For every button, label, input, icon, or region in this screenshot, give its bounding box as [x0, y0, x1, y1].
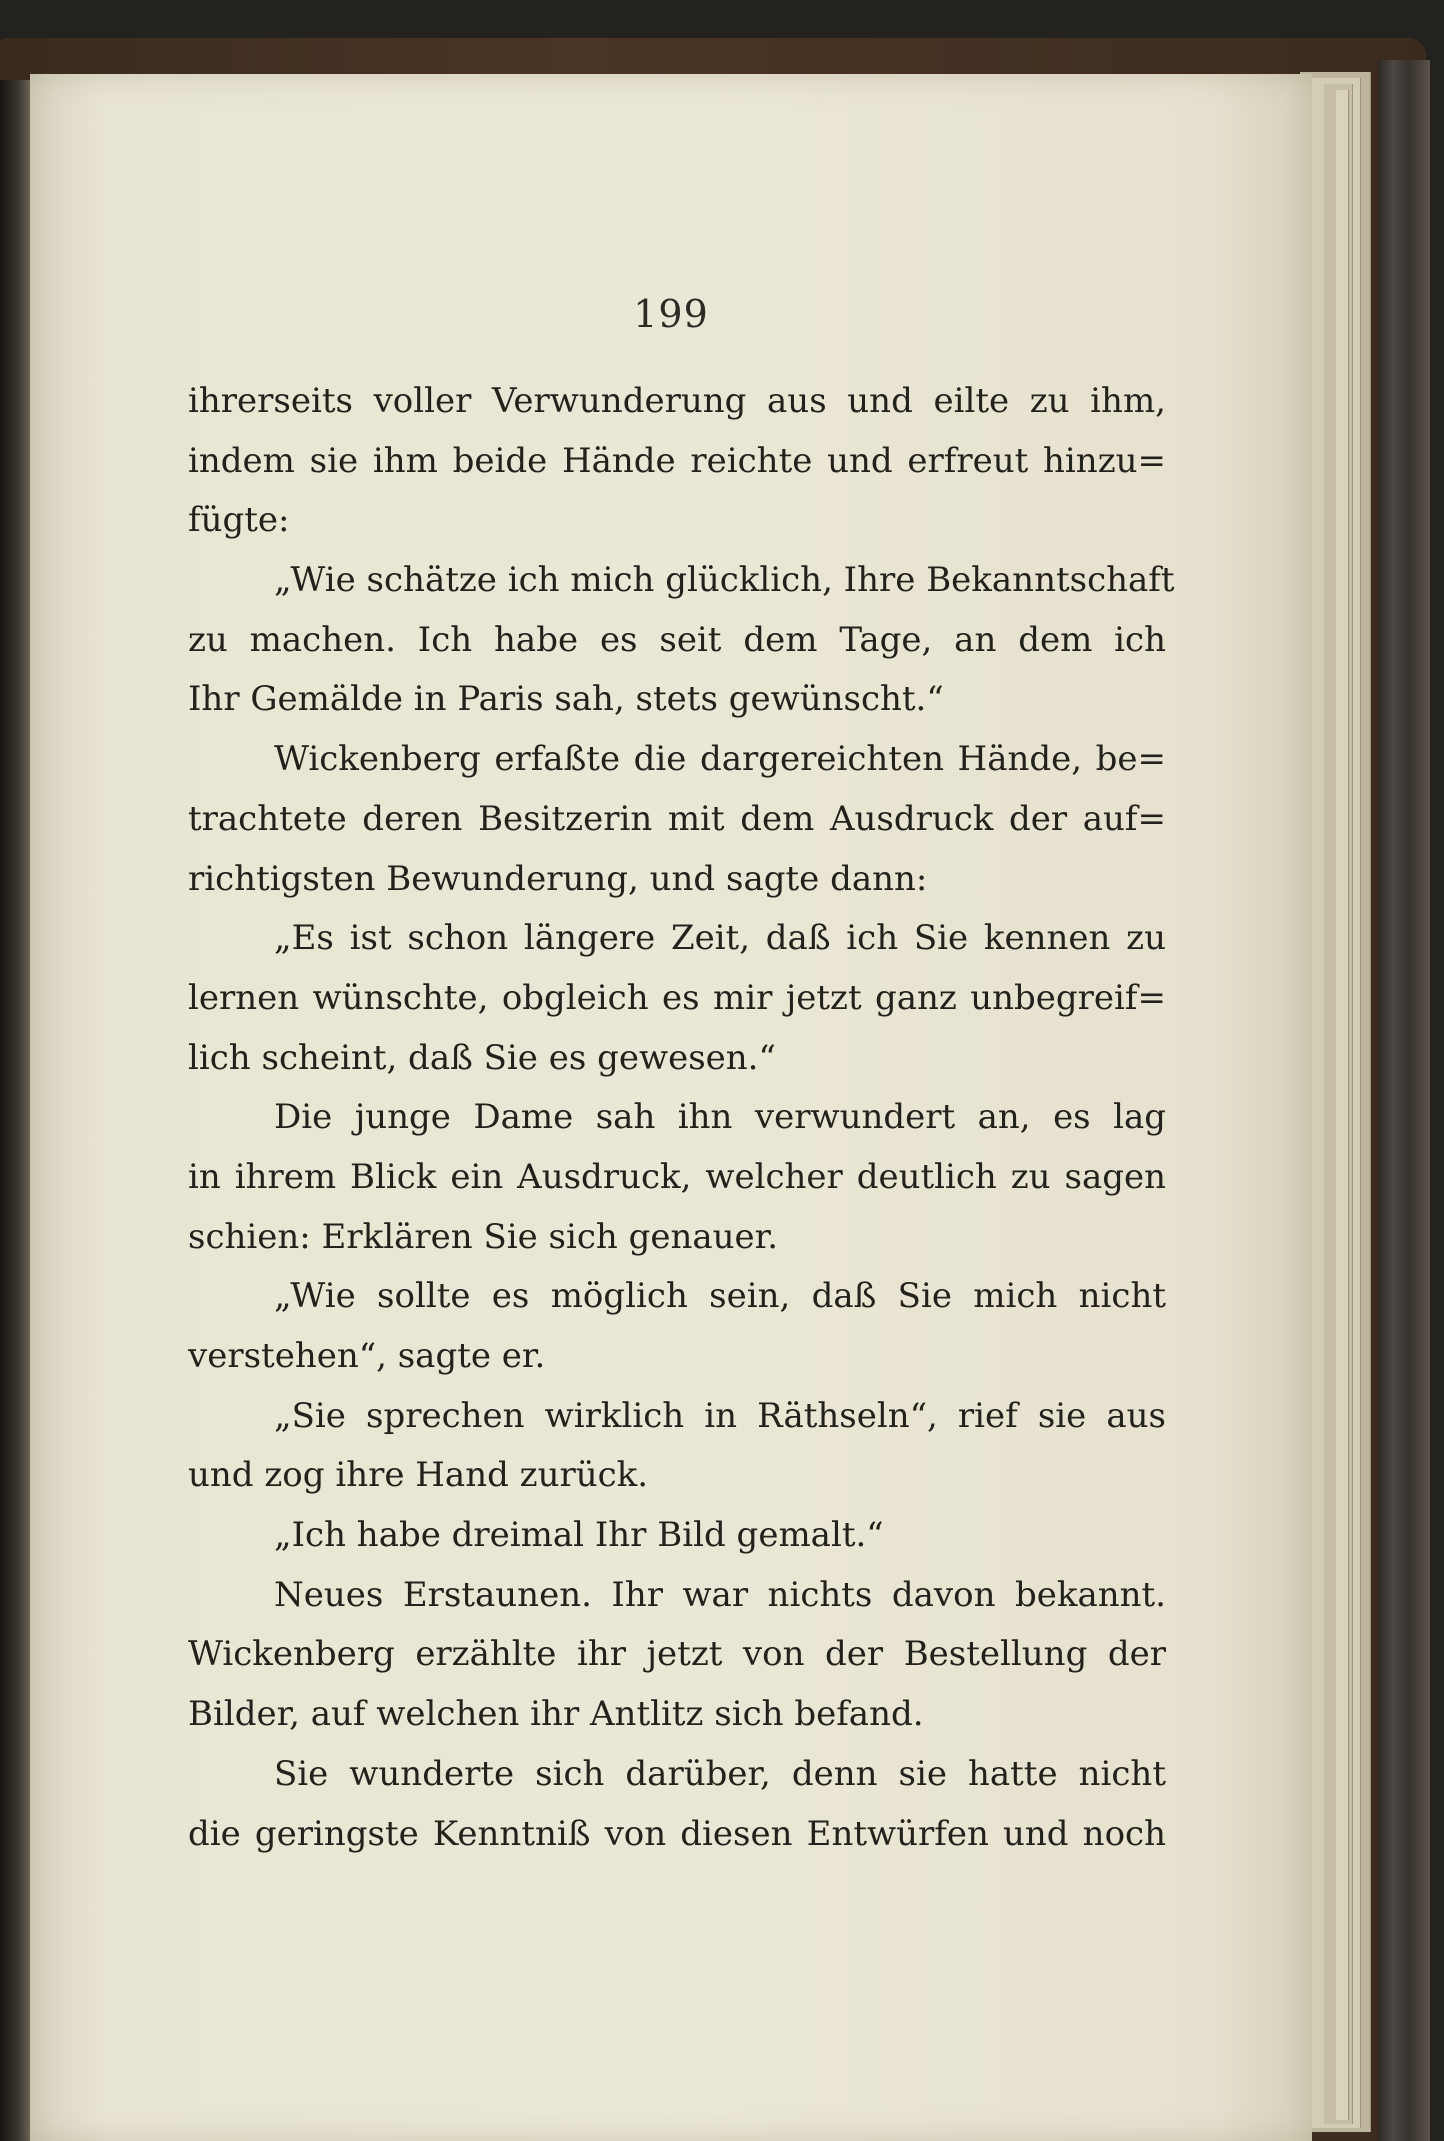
- text-line: schien: Erklären Sie sich genauer.: [188, 1216, 779, 1257]
- text-line: richtigsten Bewunderung, und sagte dann:: [188, 858, 928, 899]
- text-line: ihrerseits voller Verwunderung aus und eilte zu ihm,: [188, 381, 1166, 421]
- text-line: „Wie sollte es möglich sein, daß Sie mich nicht: [274, 1276, 1166, 1317]
- page-edges: [1336, 90, 1349, 2120]
- text-line: in ihrem Blick ein Ausdruck, welcher deutlich zu sagen: [188, 1156, 1166, 1197]
- text-line: „Sie sprechen wirklich in Räthseln“, rief sie aus: [274, 1395, 1166, 1436]
- text-line: trachtete deren Besitzerin mit dem Ausdruck der auf=: [188, 798, 1166, 839]
- text-line: „Es ist schon längere Zeit, daß ich Sie kennen zu: [274, 918, 1166, 959]
- text-line: verstehen“, sagte er.: [188, 1336, 546, 1376]
- text-line: „Wie schätze ich mich glücklich, Ihre Bekanntschaft: [274, 560, 1175, 601]
- text-line: Ihr Gemälde in Paris sah, stets gewünscht.“: [188, 679, 944, 720]
- text-line: zu machen. Ich habe es seit dem Tage, an dem ich: [188, 619, 1166, 660]
- text-line: Neues Erstaunen. Ihr war nichts davon bekannt.: [274, 1574, 1166, 1615]
- text-line: Die junge Dame sah ihn verwundert an, es lag: [274, 1097, 1166, 1138]
- text-line: Wickenberg erfaßte die dargereichten Hände, be=: [274, 739, 1166, 780]
- text-line: Sie wunderte sich darüber, denn sie hatte nicht: [274, 1753, 1166, 1794]
- book-spine-edge: [1378, 60, 1430, 2141]
- text-line: lich scheint, daß Sie es gewesen.“: [188, 1037, 776, 1078]
- page-number: 199: [633, 292, 709, 336]
- text-line: Wickenberg erzählte ihr jetzt von der Bestellung der: [188, 1634, 1166, 1675]
- text-line: und zog ihre Hand zurück.: [188, 1455, 649, 1496]
- page-body-text: [188, 372, 1175, 1864]
- text-line: „Ich habe dreimal Ihr Bild gemalt.“: [274, 1515, 884, 1556]
- book-page: [30, 74, 1312, 2141]
- text-line: indem sie ihm beide Hände reichte und erfreut hinzu=: [188, 440, 1166, 481]
- facing-page-edge: [0, 80, 30, 2141]
- text-line: lernen wünschte, obgleich es mir jetzt ganz unbegreif=: [188, 977, 1166, 1018]
- text-line: die geringste Kenntniß von diesen Entwürfen und noch: [188, 1813, 1166, 1854]
- text-line: Bilder, auf welchen ihr Antlitz sich befand.: [188, 1694, 924, 1735]
- text-line: fügte:: [188, 500, 290, 541]
